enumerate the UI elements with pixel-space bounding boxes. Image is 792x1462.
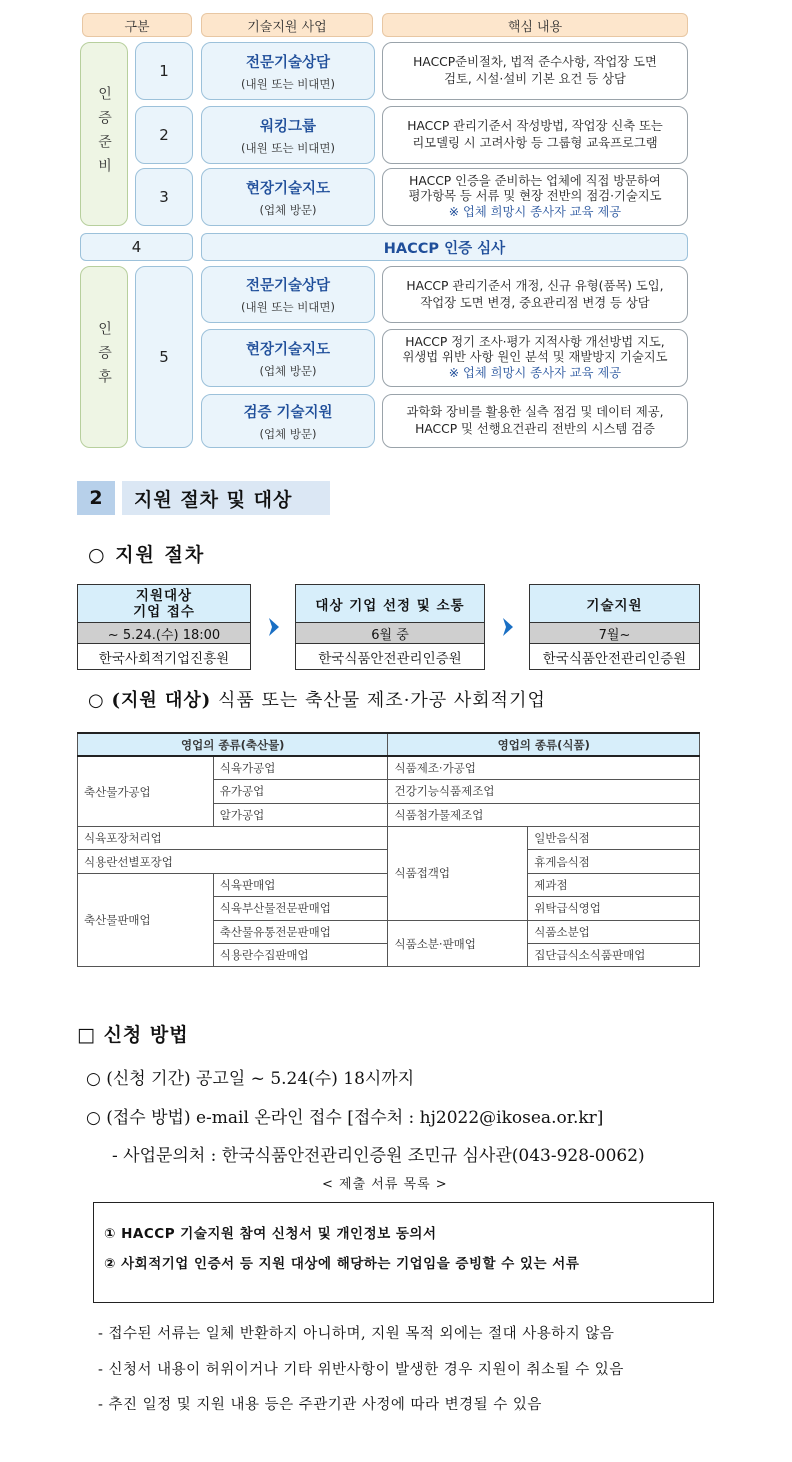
- content-line: HACCP 정기 조사·평가 지적사항 개선방법 지도,: [405, 334, 665, 349]
- service-title: 현장기술지도: [245, 341, 331, 358]
- table-cell: 축산물유통전문판매업: [213, 920, 388, 943]
- table-header-livestock: 영업의 종류(축산물): [78, 733, 388, 756]
- service-cell: [201, 168, 375, 226]
- row-number: 3: [135, 168, 193, 226]
- content-line: 작업장 도면 변경, 중요관리점 변경 등 상담: [420, 295, 650, 310]
- process-step-title-line: 기업 접수: [133, 603, 195, 620]
- service-title: 전문기술상담: [245, 278, 331, 294]
- docs-list-box: [93, 1202, 714, 1303]
- content-line: HACCP 관리기준서 작성방법, 작업장 신축 또는: [407, 119, 663, 133]
- service-subtitle: (업체 방문): [259, 363, 317, 378]
- service-cell: [201, 266, 375, 323]
- note-line: - 추진 일정 및 지원 내용 등은 주관기관 사정에 따라 변경될 수 있음: [98, 1397, 542, 1413]
- service-subtitle: (내원 또는 비대면): [240, 76, 336, 91]
- group-label-post-text: 인증후: [96, 321, 112, 393]
- service-cell: [201, 329, 375, 387]
- process-step-date: ~ 5.24.(수) 18:00: [78, 623, 250, 644]
- content-line: HACCP 및 선행요건관리 전반의 시스템 검증: [415, 422, 655, 436]
- header-category: 구분: [82, 13, 192, 37]
- process-step-2: [295, 584, 485, 670]
- target-bullet: ○: [88, 690, 105, 711]
- table-cell: 식품소분업: [528, 920, 700, 943]
- service-cell: [201, 42, 375, 100]
- header-service: 기술지원 사업: [201, 13, 373, 37]
- service-subtitle: (내원 또는 비대면): [240, 140, 336, 155]
- service-title: 검증 기술지원: [243, 404, 333, 421]
- process-step-org: 한국식품안전관리인증원: [318, 650, 462, 667]
- content-note: ※ 업체 희망시 종사자 교육 제공: [448, 204, 622, 219]
- group-label-post: [80, 266, 128, 448]
- table-cell: 식육부산물전문판매업: [213, 897, 388, 920]
- content-cell: [382, 266, 688, 323]
- process-step-title: [530, 585, 699, 623]
- content-cell: [382, 106, 688, 164]
- service-title: 워킹그룹: [259, 118, 317, 135]
- content-cell: [382, 168, 688, 226]
- process-step-3: [529, 584, 700, 670]
- table-cell: 식품소분·판매업: [388, 920, 528, 967]
- apply-heading: □ 신청 방법: [77, 1024, 189, 1046]
- note-line: - 신청서 내용이 허위이거나 기타 위반사항이 발생한 경우 지원이 취소될 수 있음: [98, 1362, 624, 1378]
- process-step-title-line: 대상 기업 선정 및 소통: [315, 597, 465, 614]
- target-line: [88, 686, 546, 712]
- content-cell: [382, 42, 688, 100]
- group-label-prep-text: 인증준비: [96, 86, 112, 182]
- procedure-heading: ○ 지원 절차: [88, 544, 206, 566]
- service-title: 현장기술지도: [245, 180, 331, 197]
- table-row: [78, 756, 700, 779]
- row-number: 2: [135, 106, 193, 164]
- content-cell: [382, 394, 688, 448]
- arrow-right-icon: [268, 617, 280, 637]
- process-step-date: 6월 중: [296, 623, 484, 644]
- table-cell: 식용란선별포장업: [78, 850, 388, 873]
- arrow-right-icon: [502, 617, 514, 637]
- table-header-food: 영업의 종류(식품): [388, 733, 700, 756]
- table-cell: 알가공업: [213, 803, 388, 826]
- content-line: 검토, 시설·설비 기본 요건 등 상담: [444, 72, 626, 86]
- service-subtitle: (업체 방문): [259, 426, 317, 441]
- table-cell: 식품접객업: [388, 827, 528, 921]
- content-cell: [382, 329, 688, 387]
- table-cell: 제과점: [528, 873, 700, 896]
- header-content: 핵심 내용: [382, 13, 688, 37]
- content-line: 위생법 위반 사항 원인 분석 및 재발방지 기술지도: [402, 350, 668, 365]
- table-cell: 식육포장처리업: [78, 827, 388, 850]
- process-step-org: 한국사회적기업진흥원: [98, 650, 230, 667]
- table-row: [78, 827, 700, 850]
- table-cell: 위탁급식영업: [528, 897, 700, 920]
- content-note: ※ 업체 희망시 종사자 교육 제공: [448, 365, 622, 380]
- process-step-org: 한국식품안전관리인증원: [542, 650, 687, 667]
- target-label: (지원 대상): [111, 690, 212, 711]
- service-title: 전문기술상담: [245, 54, 331, 71]
- process-step-date: 7월~: [530, 623, 699, 644]
- content-line: HACCP준비절차, 법적 준수사항, 작업장 도면: [413, 55, 657, 69]
- apply-method: ○ (접수 방법) e-mail 온라인 접수 [접수처 : hj2022@ikosea.or.kr]: [86, 1108, 604, 1128]
- process-step-1: [77, 584, 251, 670]
- table-cell: 집단급식소식품판매업: [528, 944, 700, 967]
- service-subtitle: (업체 방문): [259, 202, 317, 217]
- row-number: 5: [135, 266, 193, 448]
- table-cell: 건강기능식품제조업: [388, 780, 700, 803]
- doc-item: ① HACCP 기술지원 참여 신청서 및 개인정보 동의서: [104, 1226, 437, 1242]
- content-line: HACCP 인증을 준비하는 업체에 직접 방문하여: [409, 173, 661, 188]
- process-step-title-line: 지원대상: [135, 587, 193, 604]
- table-cell: 식품첨가물제조업: [388, 803, 700, 826]
- table-cell: 유가공업: [213, 780, 388, 803]
- content-line: 평가항목 등 서류 및 현장 전반의 점검·기술지도: [408, 189, 662, 204]
- target-text: 식품 또는 축산물 제조·가공 사회적기업: [211, 690, 546, 711]
- audit-cell: HACCP 인증 심사: [201, 233, 688, 261]
- table-cell: 휴게음식점: [528, 850, 700, 873]
- service-cell: [201, 106, 375, 164]
- section-title: 지원 절차 및 대상: [122, 481, 330, 515]
- business-type-table: [77, 732, 700, 967]
- table-cell: 축산물가공업: [78, 756, 214, 826]
- table-cell: 식용란수집판매업: [213, 944, 388, 967]
- group-label-prep: [80, 42, 128, 226]
- table-cell: 식품제조·가공업: [388, 756, 700, 779]
- docs-caption: < 제출 서류 목록 >: [322, 1177, 448, 1192]
- doc-item: ② 사회적기업 인증서 등 지원 대상에 해당하는 기업임을 증빙할 수 있는 서류: [104, 1256, 580, 1272]
- content-line: 리모델링 시 고려사항 등 그룹형 교육프로그램: [412, 136, 658, 150]
- table-cell: 식육가공업: [213, 756, 388, 779]
- row-number: 4: [80, 233, 193, 261]
- apply-period: ○ (신청 기간) 공고일 ~ 5.24(수) 18시까지: [86, 1069, 415, 1089]
- row-number: 1: [135, 42, 193, 100]
- table-cell: 축산물판매업: [78, 873, 214, 967]
- process-step-title: [78, 585, 250, 623]
- note-line: - 접수된 서류는 일체 반환하지 아니하며, 지원 목적 외에는 절대 사용하지 않음: [98, 1326, 615, 1342]
- table-cell: 일반음식점: [528, 827, 700, 850]
- process-step-title: [296, 585, 484, 623]
- apply-contact: - 사업문의처 : 한국식품안전관리인증원 조민규 심사관(043-928-0062): [112, 1146, 645, 1166]
- content-line: HACCP 관리기준서 개정, 신규 유형(품목) 도입,: [406, 278, 664, 293]
- table-cell: 식육판매업: [213, 873, 388, 896]
- service-cell: [201, 394, 375, 448]
- section-number: 2: [77, 481, 115, 515]
- content-line: 과학화 장비를 활용한 실측 점검 및 데이터 제공,: [406, 405, 664, 419]
- process-step-title-line: 기술지원: [586, 597, 643, 614]
- service-subtitle: (내원 또는 비대면): [240, 300, 336, 314]
